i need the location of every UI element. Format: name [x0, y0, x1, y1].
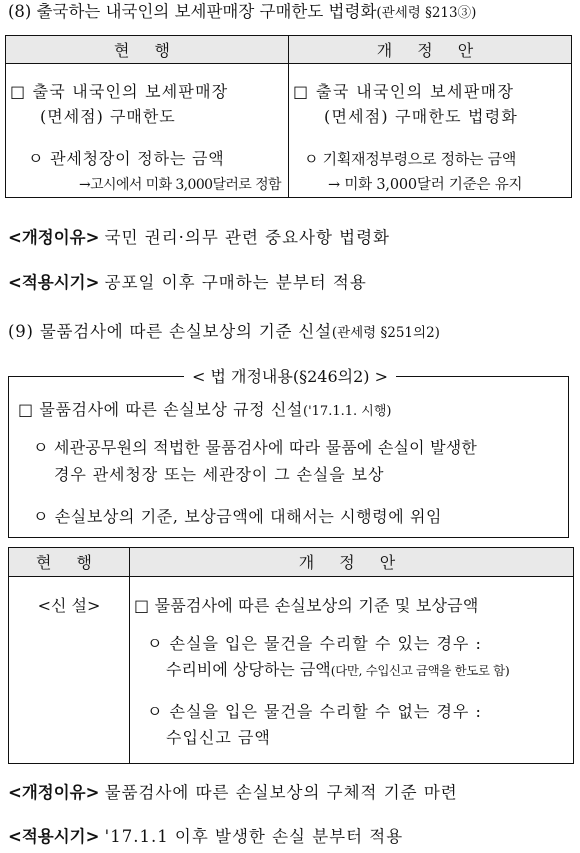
effective-date-text: 공포일 이후 구매하는 분부터 적용 — [104, 273, 367, 292]
effective-date-label: <적용시기> — [8, 273, 100, 292]
current-bullet-line1: ㅇ 관세청장이 정하는 금액 — [28, 149, 225, 168]
law-box-title: < 법 개정내용(§246의2) > — [184, 367, 396, 386]
current-box-line1: □ 출국 내국인의 보세판매장 — [10, 82, 229, 101]
current-bullet-line2: →고시에서 미화 3,000달러로 정함 — [79, 177, 281, 193]
current-new-provision: <신 설> — [37, 596, 101, 615]
revised-bullet1-text: 수리비에 상당하는 금액 — [166, 660, 331, 679]
revised-box: □ 물품검사에 따른 손실보상의 기준 및 보상금액 — [134, 596, 479, 615]
revision-reason-label: <개정이유> — [8, 783, 100, 802]
law-amendment-box — [8, 376, 569, 538]
section-8-heading — [8, 0, 476, 25]
section-9-reference: (관세령 §251의2) — [331, 325, 440, 341]
header-revised: 개 정 안 — [298, 553, 406, 572]
column-divider — [129, 548, 130, 763]
effective-date-text: '17.1.1 이후 발생한 손실 분부터 적용 — [104, 827, 404, 846]
law-item-note: ('17.1.1. 시행) — [303, 404, 392, 419]
section-9-heading — [8, 320, 440, 345]
section-8-reference: (관세령 §213③) — [376, 5, 477, 21]
section-8-title: (8) 출국하는 내국인의 보세판매장 구매한도 법령화 — [8, 2, 377, 21]
revised-box-line1: □ 출국 내국인의 보세판매장 — [293, 82, 515, 101]
header-current: 현 행 — [36, 553, 102, 572]
law-item-text: □ 물품검사에 따른 손실보상 규정 신설 — [18, 400, 303, 419]
current-box-line2: (면세점) 구매한도 — [40, 107, 176, 126]
effective-date-2 — [8, 825, 403, 849]
revision-reason-text: 물품검사에 따른 손실보상의 구체적 기준 마련 — [104, 783, 458, 802]
law-box-title-wrap — [0, 364, 580, 387]
revised-bullet-line2: → 미화 3,000달러 기준은 유지 — [328, 177, 523, 193]
revised-bullet1-note: (다만, 수입신고 금액을 한도로 함) — [330, 663, 510, 678]
comparison-table-1 — [5, 35, 572, 198]
revised-box-line2: (면세점) 구매한도 법령화 — [324, 107, 519, 126]
revision-reason-label: <개정이유> — [8, 228, 100, 247]
law-sub1-line1: ㅇ 세관공무원의 적법한 물품검사에 따라 물품에 손실이 발생한 — [33, 438, 478, 457]
revised-bullet2-line1: ㅇ 손실을 입은 물건을 수리할 수 없는 경우 : — [147, 702, 482, 721]
header-revised: 개 정 안 — [376, 41, 484, 60]
law-sub2: ㅇ 손실보상의 기준, 보상금액에 대해서는 시행령에 위임 — [33, 507, 443, 526]
law-item — [18, 399, 391, 423]
revised-bullet-line1: ㅇ 기획재정부령으로 정하는 금액 — [304, 150, 517, 168]
comparison-table-2 — [8, 547, 574, 764]
effective-date-label: <적용시기> — [8, 827, 100, 846]
effective-date-1 — [8, 271, 367, 295]
revision-reason-1 — [8, 226, 390, 250]
revision-reason-text: 국민 권리·의무 관련 중요사항 법령화 — [104, 228, 390, 247]
revised-bullet2-line2: 수입신고 금액 — [166, 728, 271, 747]
revision-reason-2 — [8, 781, 458, 805]
law-sub1-line2: 경우 관세청장 또는 세관장이 그 손실을 보상 — [54, 465, 385, 484]
section-9-title: (9) 물품검사에 따른 손실보상의 기준 신설 — [8, 322, 332, 341]
revised-bullet1-line1: ㅇ 손실을 입은 물건을 수리할 수 있는 경우 : — [147, 634, 482, 653]
revised-bullet1-line2 — [166, 659, 509, 682]
header-current: 현 행 — [114, 41, 180, 60]
